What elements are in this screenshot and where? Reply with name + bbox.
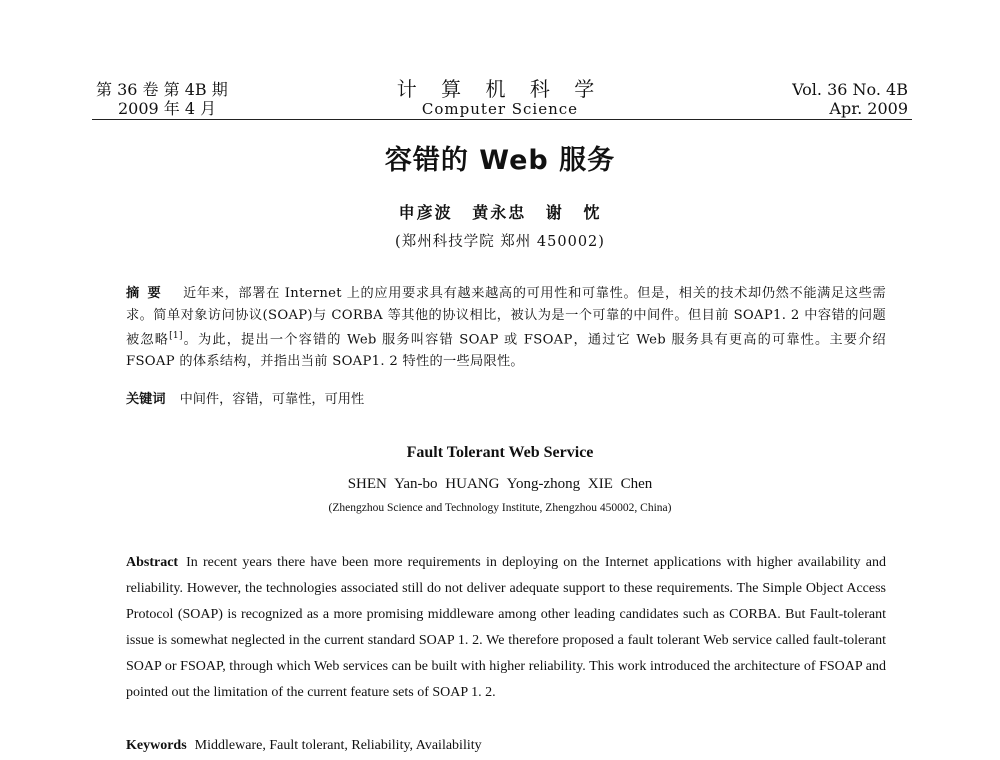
abstract-cn xyxy=(126,283,886,373)
header-volume-issue xyxy=(96,80,228,118)
abstract-cn-label: 摘要 xyxy=(126,286,170,301)
date-cn: 2009 年 4 月 xyxy=(118,99,217,118)
citation-ref: [1] xyxy=(169,331,183,342)
affiliation-cn: (郑州科技学院 郑州 450002) xyxy=(395,234,605,250)
keywords-en xyxy=(126,736,886,756)
abstract-en xyxy=(126,550,886,706)
header-divider xyxy=(92,119,912,120)
header-volume-en xyxy=(792,80,908,118)
keywords-cn-text: 中间件，容错，可靠性，可用性 xyxy=(179,392,365,407)
authors-cn: 申彦波 黄永忠 谢 忱 xyxy=(398,203,602,222)
journal-name-en: Computer Science xyxy=(421,100,579,118)
keywords-cn xyxy=(126,390,886,410)
affiliation-en: (Zhengzhou Science and Technology Institute, Zhengzhou 450002, China) xyxy=(328,502,672,514)
volume-en: Vol. 36 No. 4B xyxy=(792,80,908,99)
volume-cn: 第 36 卷 第 4B 期 xyxy=(96,80,228,99)
abstract-en-text: In recent years there have been more requirements in deploying on the Internet applications with higher availability and reliability. However, the technologies associated still do not deliver adequate support to these requirements. The Simple Object Access Protocol (SOAP) is recognized as a more promising middleware among other leading candidates such as CORBA. But Fault-tolerant issue is somewhat neglected in the current standard SOAP 1. 2. We therefore proposed a fault tolerant Web service called fault-tolerant SOAP or FSOAP, through which Web services can be built with higher reliability. This work introduced the architecture of FSOAP and pointed out the limitation of the current feature sets of SOAP 1. 2. xyxy=(126,555,886,700)
paper-title-cn: 容错的 Web 服务 xyxy=(384,145,616,176)
keywords-cn-label: 关键词 xyxy=(126,392,166,407)
date-en: Apr. 2009 xyxy=(829,99,908,118)
keywords-en-label: Keywords xyxy=(126,738,187,753)
keywords-en-text: Middleware, Fault tolerant, Reliability, Availability xyxy=(194,738,482,753)
paper-title-en: Fault Tolerant Web Service xyxy=(406,444,594,461)
header-journal xyxy=(380,78,620,118)
authors-en: SHEN Yan-bo HUANG Yong-zhong XIE Chen xyxy=(347,476,653,492)
abstract-cn-text: 近年来，部署在 Internet 上的应用要求具有越来越高的可用性和可靠性。但是，相关的技术却仍然不能满足这些需求。简单对象访问协议(SOAP)与 CORBA 等其他的协议相比，被认为是一个可靠的中间件。但目前 SOAP1. 2 中容错的问题被忽略 xyxy=(126,286,887,348)
journal-name-cn: 计 算 机 科 学 xyxy=(396,77,604,101)
abstract-cn-text-after: 。为此，提出一个容错的 Web 服务叫容错 SOAP 或 FSOAP，通过它 Web 服务具有更高的可靠性。主要介绍 FSOAP 的体系结构，并指出当前 SOAP1. 2 特性的一些局限性。 xyxy=(126,332,886,370)
abstract-en-label: Abstract xyxy=(126,555,179,570)
